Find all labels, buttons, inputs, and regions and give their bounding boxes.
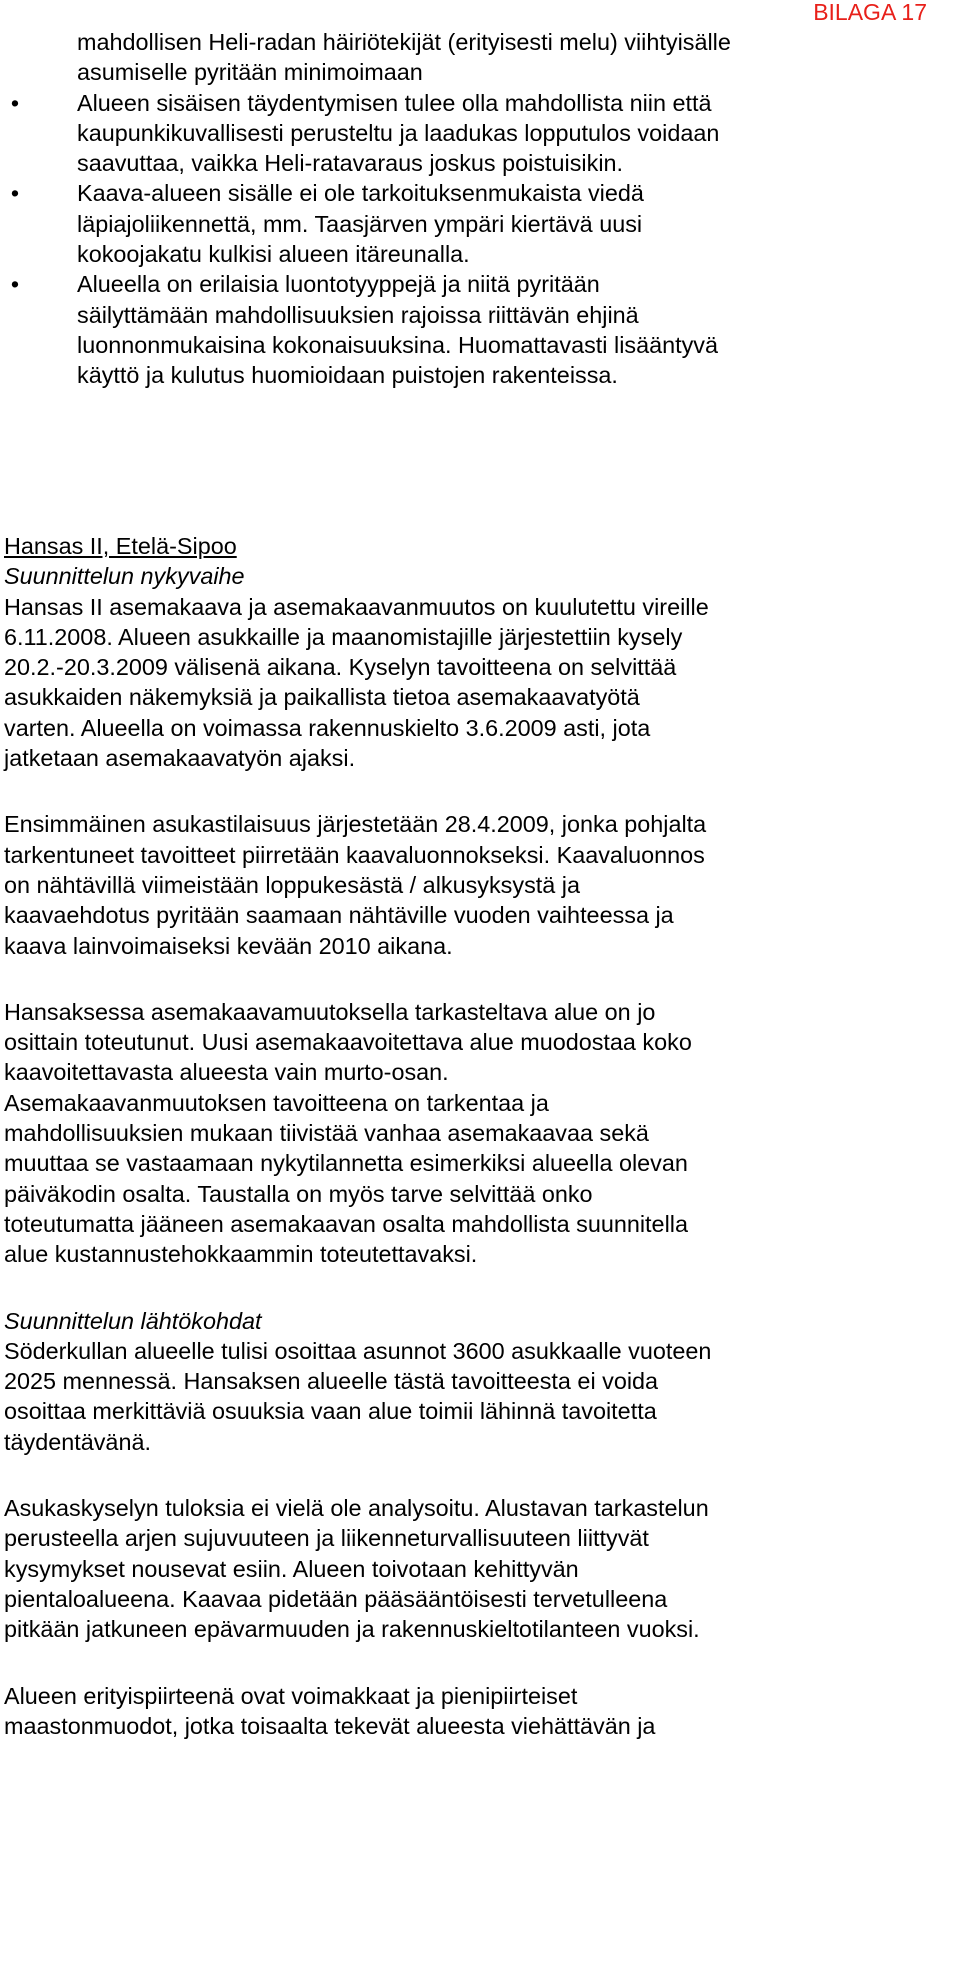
text-line: varten. Alueella on voimassa rakennuskielto 3.6.2009 asti, jota bbox=[4, 714, 651, 741]
paragraph bbox=[4, 1681, 954, 1742]
bullet-line: Alueella on erilaisia luontotyyppejä ja niitä pyritään bbox=[77, 271, 600, 298]
paragraph bbox=[4, 592, 954, 774]
text-line: kysymykset nousevat esiin. Alueen toivotaan kehittyvän bbox=[4, 1555, 579, 1582]
bullet-line: kokoojakatu kulkisi alueen itäreunalla. bbox=[77, 241, 470, 268]
section-title: Hansas II, Etelä-Sipoo bbox=[4, 533, 237, 559]
text-line: Söderkullan alueelle tulisi osoittaa asunnot 3600 asukkaalle vuoteen bbox=[4, 1337, 712, 1364]
text-line: pientaloalueena. Kaavaa pidetään pääsääntöisesti tervetulleena bbox=[4, 1585, 668, 1612]
subheading-status: Suunnittelun nykyvaihe bbox=[4, 563, 245, 590]
bullet-item bbox=[0, 27, 960, 88]
text-line: jatketaan asemakaavatyön ajaksi. bbox=[4, 745, 356, 772]
text-line: alue kustannustehokkaammin toteutettavaksi. bbox=[4, 1241, 478, 1268]
text-line: 20.2.-20.3.2009 välisenä aikana. Kyselyn tavoitteena on selvittää bbox=[4, 654, 677, 681]
text-line: mahdollisuuksien mukaan tiivistää vanhaa asemakaavaa sekä bbox=[4, 1120, 649, 1147]
text-line: Hansaksessa asemakaavamuutoksella tarkasteltava alue on jo bbox=[4, 998, 656, 1025]
bullet-line: asumiselle pyritään minimoimaan bbox=[77, 59, 423, 86]
bullet-item bbox=[0, 269, 960, 390]
bullet-line: luonnonmukaisina kokonaisuuksina. Huomattavasti lisääntyvä bbox=[77, 331, 719, 358]
paragraph bbox=[4, 997, 954, 1270]
bullet-line: Alueen sisäisen täydentymisen tulee olla mahdollista niin että bbox=[77, 89, 712, 116]
bullet-line: mahdollisen Heli-radan häiriötekijät (erityisesti melu) viihtyisälle bbox=[77, 29, 731, 55]
attachment-label: BILAGA 17 bbox=[813, 0, 927, 25]
bullet-line: kaupunkikuvallisesti perusteltu ja laadukas lopputulos voidaan bbox=[77, 119, 720, 146]
paragraph bbox=[4, 1336, 954, 1457]
bullet-icon: • bbox=[10, 89, 20, 116]
text-line: maastonmuodot, jotka toisaalta tekevät alueesta viehättävän ja bbox=[4, 1712, 656, 1739]
bullet-line: Kaava-alueen sisälle ei ole tarkoituksenmukaista viedä bbox=[77, 180, 644, 207]
text-line: Hansas II asemakaava ja asemakaavanmuutos on kuulutettu vireille bbox=[4, 593, 709, 620]
subheading-basis: Suunnittelun lähtökohdat bbox=[4, 1307, 262, 1334]
text-line: Asukaskyselyn tuloksia ei vielä ole analysoitu. Alustavan tarkastelun bbox=[4, 1495, 709, 1522]
paragraph bbox=[4, 1493, 954, 1644]
bullet-line: käyttö ja kulutus huomioidaan puistojen rakenteissa. bbox=[77, 362, 618, 389]
bullet-list bbox=[0, 27, 960, 391]
text-line: Ensimmäinen asukastilaisuus järjestetään 28.4.2009, jonka pohjalta bbox=[4, 811, 707, 838]
paragraph bbox=[4, 809, 954, 960]
text-line: täydentävänä. bbox=[4, 1428, 151, 1455]
bullet-line: saavuttaa, vaikka Heli-ratavaraus joskus poistuisikin. bbox=[77, 150, 624, 177]
bullet-icon: • bbox=[10, 180, 20, 207]
text-line: on nähtävillä viimeistään loppukesästä / alkusyksystä ja bbox=[4, 871, 580, 898]
text-line: osittain toteutunut. Uusi asemakaavoitettava alue muodostaa koko bbox=[4, 1029, 692, 1056]
text-line: toteutumatta jääneen asemakaavan osalta mahdollista suunnitella bbox=[4, 1210, 688, 1237]
text-line: muuttaa se vastaamaan nykytilannetta esimerkiksi alueella olevan bbox=[4, 1150, 688, 1177]
bullet-item bbox=[0, 88, 960, 179]
bullet-line: säilyttämään mahdollisuuksien rajoissa riittävän ehjinä bbox=[77, 301, 639, 328]
text-line: päiväkodin osalta. Taustalla on myös tarve selvittää onko bbox=[4, 1180, 593, 1207]
bullet-line: läpiajoliikennettä, mm. Taasjärven ympäri kiertävä uusi bbox=[77, 210, 643, 237]
bullet-icon: • bbox=[10, 271, 20, 298]
text-line: kaavaehdotus pyritään saamaan nähtäville vuoden vaihteessa ja bbox=[4, 902, 674, 929]
section-body bbox=[4, 531, 954, 1741]
text-line: osoittaa merkittäviä osuuksia vaan alue toimii lähinnä tavoitetta bbox=[4, 1398, 657, 1425]
text-line: perusteella arjen sujuvuuteen ja liikenneturvallisuuteen liittyvät bbox=[4, 1525, 649, 1552]
text-line: Alueen erityispiirteenä ovat voimakkaat ja pienipiirteiset bbox=[4, 1682, 578, 1709]
bullet-item bbox=[0, 178, 960, 269]
text-line: 6.11.2008. Alueen asukkaille ja maanomistajille järjestettiin kysely bbox=[4, 623, 683, 650]
text-line: 2025 mennessä. Hansaksen alueelle tästä tavoitteesta ei voida bbox=[4, 1368, 659, 1395]
text-line: tarkentuneet tavoitteet piirretään kaavaluonnokseksi. Kaavaluonnos bbox=[4, 841, 705, 868]
text-line: kaava lainvoimaiseksi kevään 2010 aikana. bbox=[4, 932, 453, 959]
text-line: asukkaiden näkemyksiä ja paikallista tietoa asemakaavatyötä bbox=[4, 684, 640, 711]
text-line: Asemakaavanmuutoksen tavoitteena on tarkentaa ja bbox=[4, 1089, 549, 1116]
text-line: kaavoitettavasta alueesta vain murto-osan. bbox=[4, 1059, 449, 1086]
text-line: pitkään jatkuneen epävarmuuden ja rakennuskieltotilanteen vuoksi. bbox=[4, 1616, 700, 1643]
